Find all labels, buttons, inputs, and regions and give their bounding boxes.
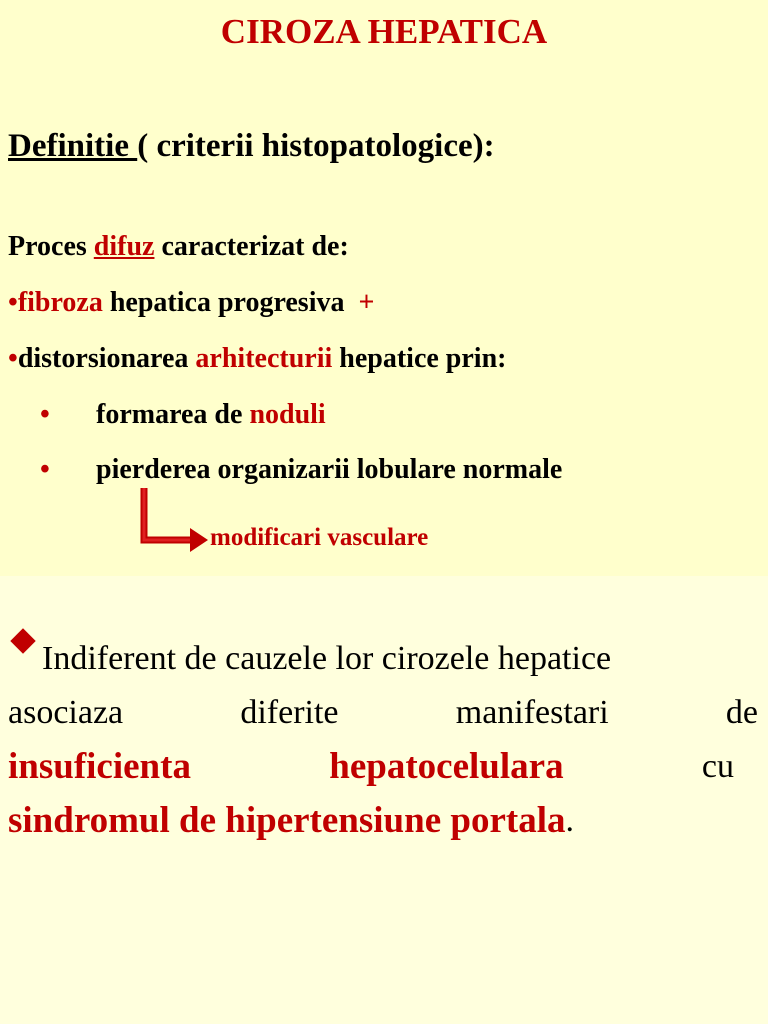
paragraph-row: [8, 632, 758, 686]
process-pre: Proces: [8, 231, 94, 262]
sub-bullet-marker: •: [40, 454, 50, 485]
slide-title: CIROZA HEPATICA: [220, 12, 548, 51]
sub-bullet-lobulare-text: pierderea organizarii lobulare normale: [96, 454, 563, 485]
paragraph-word: de: [725, 694, 758, 731]
diamond-bullet-icon: [10, 628, 35, 653]
paragraph-period: .: [565, 802, 574, 839]
bullet-distorsionarea-post: hepatice prin:: [332, 343, 507, 374]
sub-bullet-noduli: [40, 397, 326, 433]
bullet-fibroza: [8, 285, 374, 321]
bullet-fibroza-text: hepatica progresiva: [102, 287, 359, 318]
sub-bullet-noduli-highlight: noduli: [249, 399, 326, 430]
definition-heading: [8, 124, 495, 168]
process-post: caracterizat de:: [154, 231, 349, 262]
sindrom-term: sindromul de hipertensiune portala: [8, 800, 566, 841]
bullet-marker: •: [8, 343, 18, 374]
paragraph-row1: Indiferent de cauzele lor cirozele hepatice: [42, 640, 612, 677]
summary-paragraph: [8, 632, 758, 848]
paragraph-word: cu: [701, 748, 734, 785]
sub-bullet-lobulare: [40, 452, 562, 488]
bullet-distorsionarea-highlight: arhitecturii: [195, 343, 333, 374]
hepatocelulara-term: hepatocelulara: [329, 746, 564, 787]
plus-sign: +: [358, 287, 375, 318]
paragraph-word: manifestari: [455, 694, 609, 731]
process-line: [8, 229, 349, 265]
paragraph-word: asociaza: [8, 694, 124, 731]
sub-bullet-noduli-pre: formarea de: [96, 399, 250, 430]
bullet-fibroza-highlight: fibroza: [17, 287, 103, 318]
process-highlight: difuz: [93, 231, 155, 262]
bullet-distorsionarea: [8, 341, 506, 377]
sub-bullet-marker: •: [40, 399, 50, 430]
definition-criteria: ( criterii histopatologice):: [137, 128, 495, 164]
bullet-distorsionarea-pre: distorsionarea: [17, 343, 196, 374]
paragraph-word: diferite: [240, 694, 339, 731]
elbow-arrow-icon: [138, 486, 210, 556]
paragraph-row: [8, 686, 758, 740]
paragraph-row: [8, 740, 758, 794]
vascular-note: modificari vasculare: [210, 524, 429, 551]
definition-term: Definitie: [8, 128, 138, 164]
bullet-marker: •: [8, 287, 18, 318]
insuficienta-term: insuficienta: [8, 746, 191, 787]
paragraph-row: [8, 794, 758, 848]
